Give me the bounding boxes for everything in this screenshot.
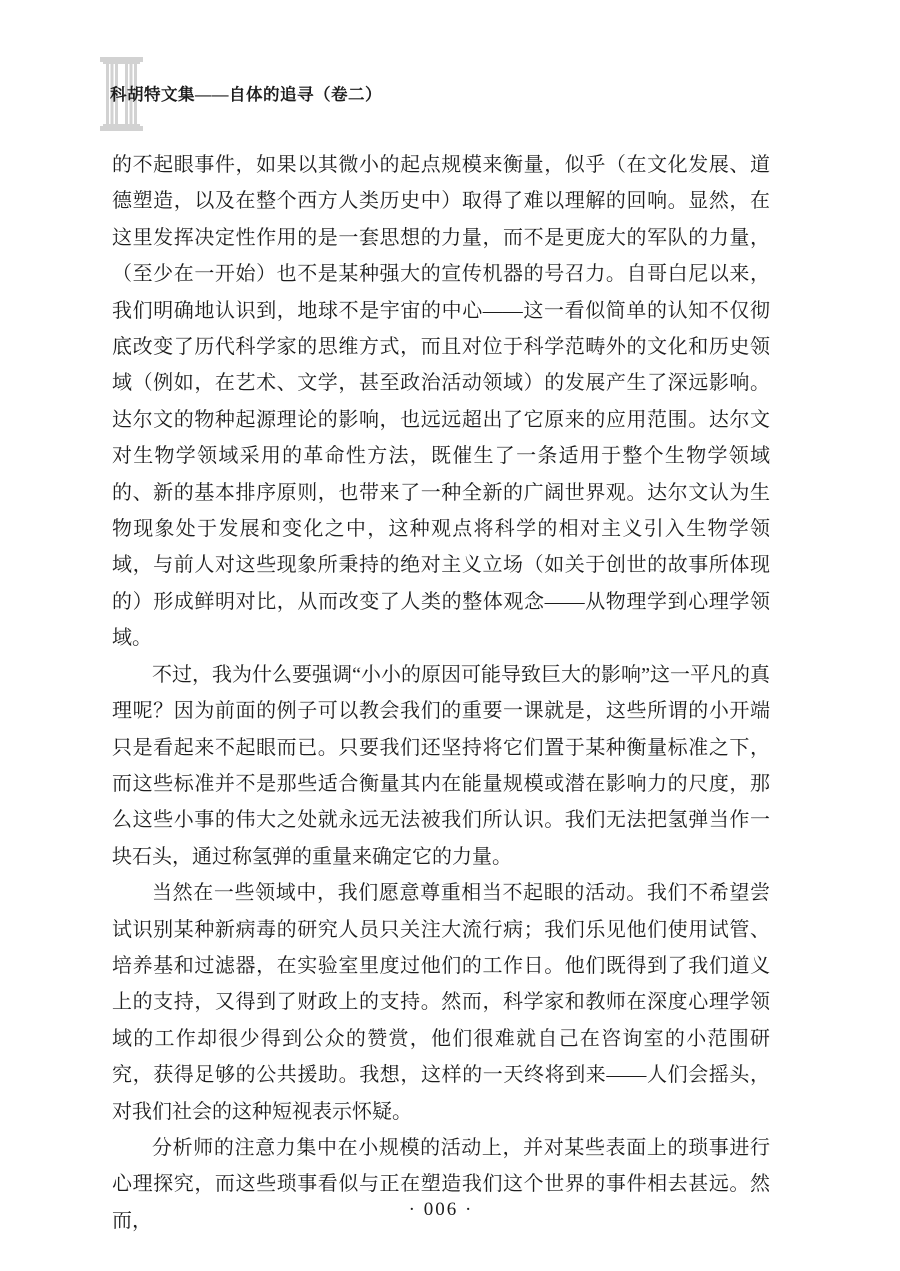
paragraph: 当然在一些领域中，我们愿意尊重相当不起眼的活动。我们不希望尝试识别某种新病毒的研究人员只关注大流行病；我们乐见他们使用试管、培养基和过滤器，在实验室里度过他们的工作日。他们既得到了我们道义上的支持，又得到了财政上的支持。然而，科学家和教师在深度心理学领域的工作却很少得到公众的赞赏，他们很难就自己在咨询室的小范围研究，获得足够的公共援助。我想，这样的一天终将到来——人们会摇头，对我们社会的这种短视表示怀疑。 bbox=[112, 882, 770, 1123]
page-number: · 006 · bbox=[408, 1199, 474, 1220]
paragraph: 不过，我为什么要强调“小小的原因可能导致巨大的影响”这一平凡的真理呢？因为前面的例子可以教会我们的重要一课就是，这些所谓的小开端只是看起来不起眼而已。只要我们还坚持将它们置于某种衡量标准之下，而这些标准并不是那些适合衡量其内在能量规模或潜在影响力的尺度，那么这些小事的伟大之处就永远无法被我们所认识。我们无法把氢弹当作一块石头，通过称氢弹的重量来确定它的力量。 bbox=[112, 663, 770, 868]
page-body bbox=[112, 147, 770, 1239]
paragraph: 的不起眼事件，如果以其微小的起点规模来衡量，似乎（在文化发展、道德塑造，以及在整个西方人类历史中）取得了难以理解的回响。显然，在这里发挥决定性作用的是一套思想的力量，而不是更庞大的军队的力量，（至少在一开始）也不是某种强大的宣传机器的号召力。自哥白尼以来，我们明确地认识到，地球不是宇宙的中心——这一看似简单的认知不仅彻底改变了历代科学家的思维方式，而且对位于科学范畴外的文化和历史领域（例如，在艺术、文学，甚至政治活动领域）的发展产生了深远影响。达尔文的物种起源理论的影响，也远远超出了它原来的应用范围。达尔文对生物学领域采用的革命性方法，既催生了一条适用于整个生物学领域的、新的基本排序原则，也带来了一种全新的广阔世界观。达尔文认为生物现象处于发展和变化之中，这种观点将科学的相对主义引入生物学领域，与前人对这些现象所秉持的绝对主义立场（如关于创世的故事所体现的）形成鲜明对比，从而改变了人类的整体观念——从物理学到心理学领域。 bbox=[112, 154, 770, 650]
running-head-book-title: 科胡特文集——自体的追寻（卷二） bbox=[110, 85, 382, 104]
paragraph: 分析师的注意力集中在小规模的活动上，并对某些表面上的琐事进行心理探究，而这些琐事看似与正在塑造我们这个世界的事件相去甚远。然而， bbox=[112, 1136, 770, 1232]
